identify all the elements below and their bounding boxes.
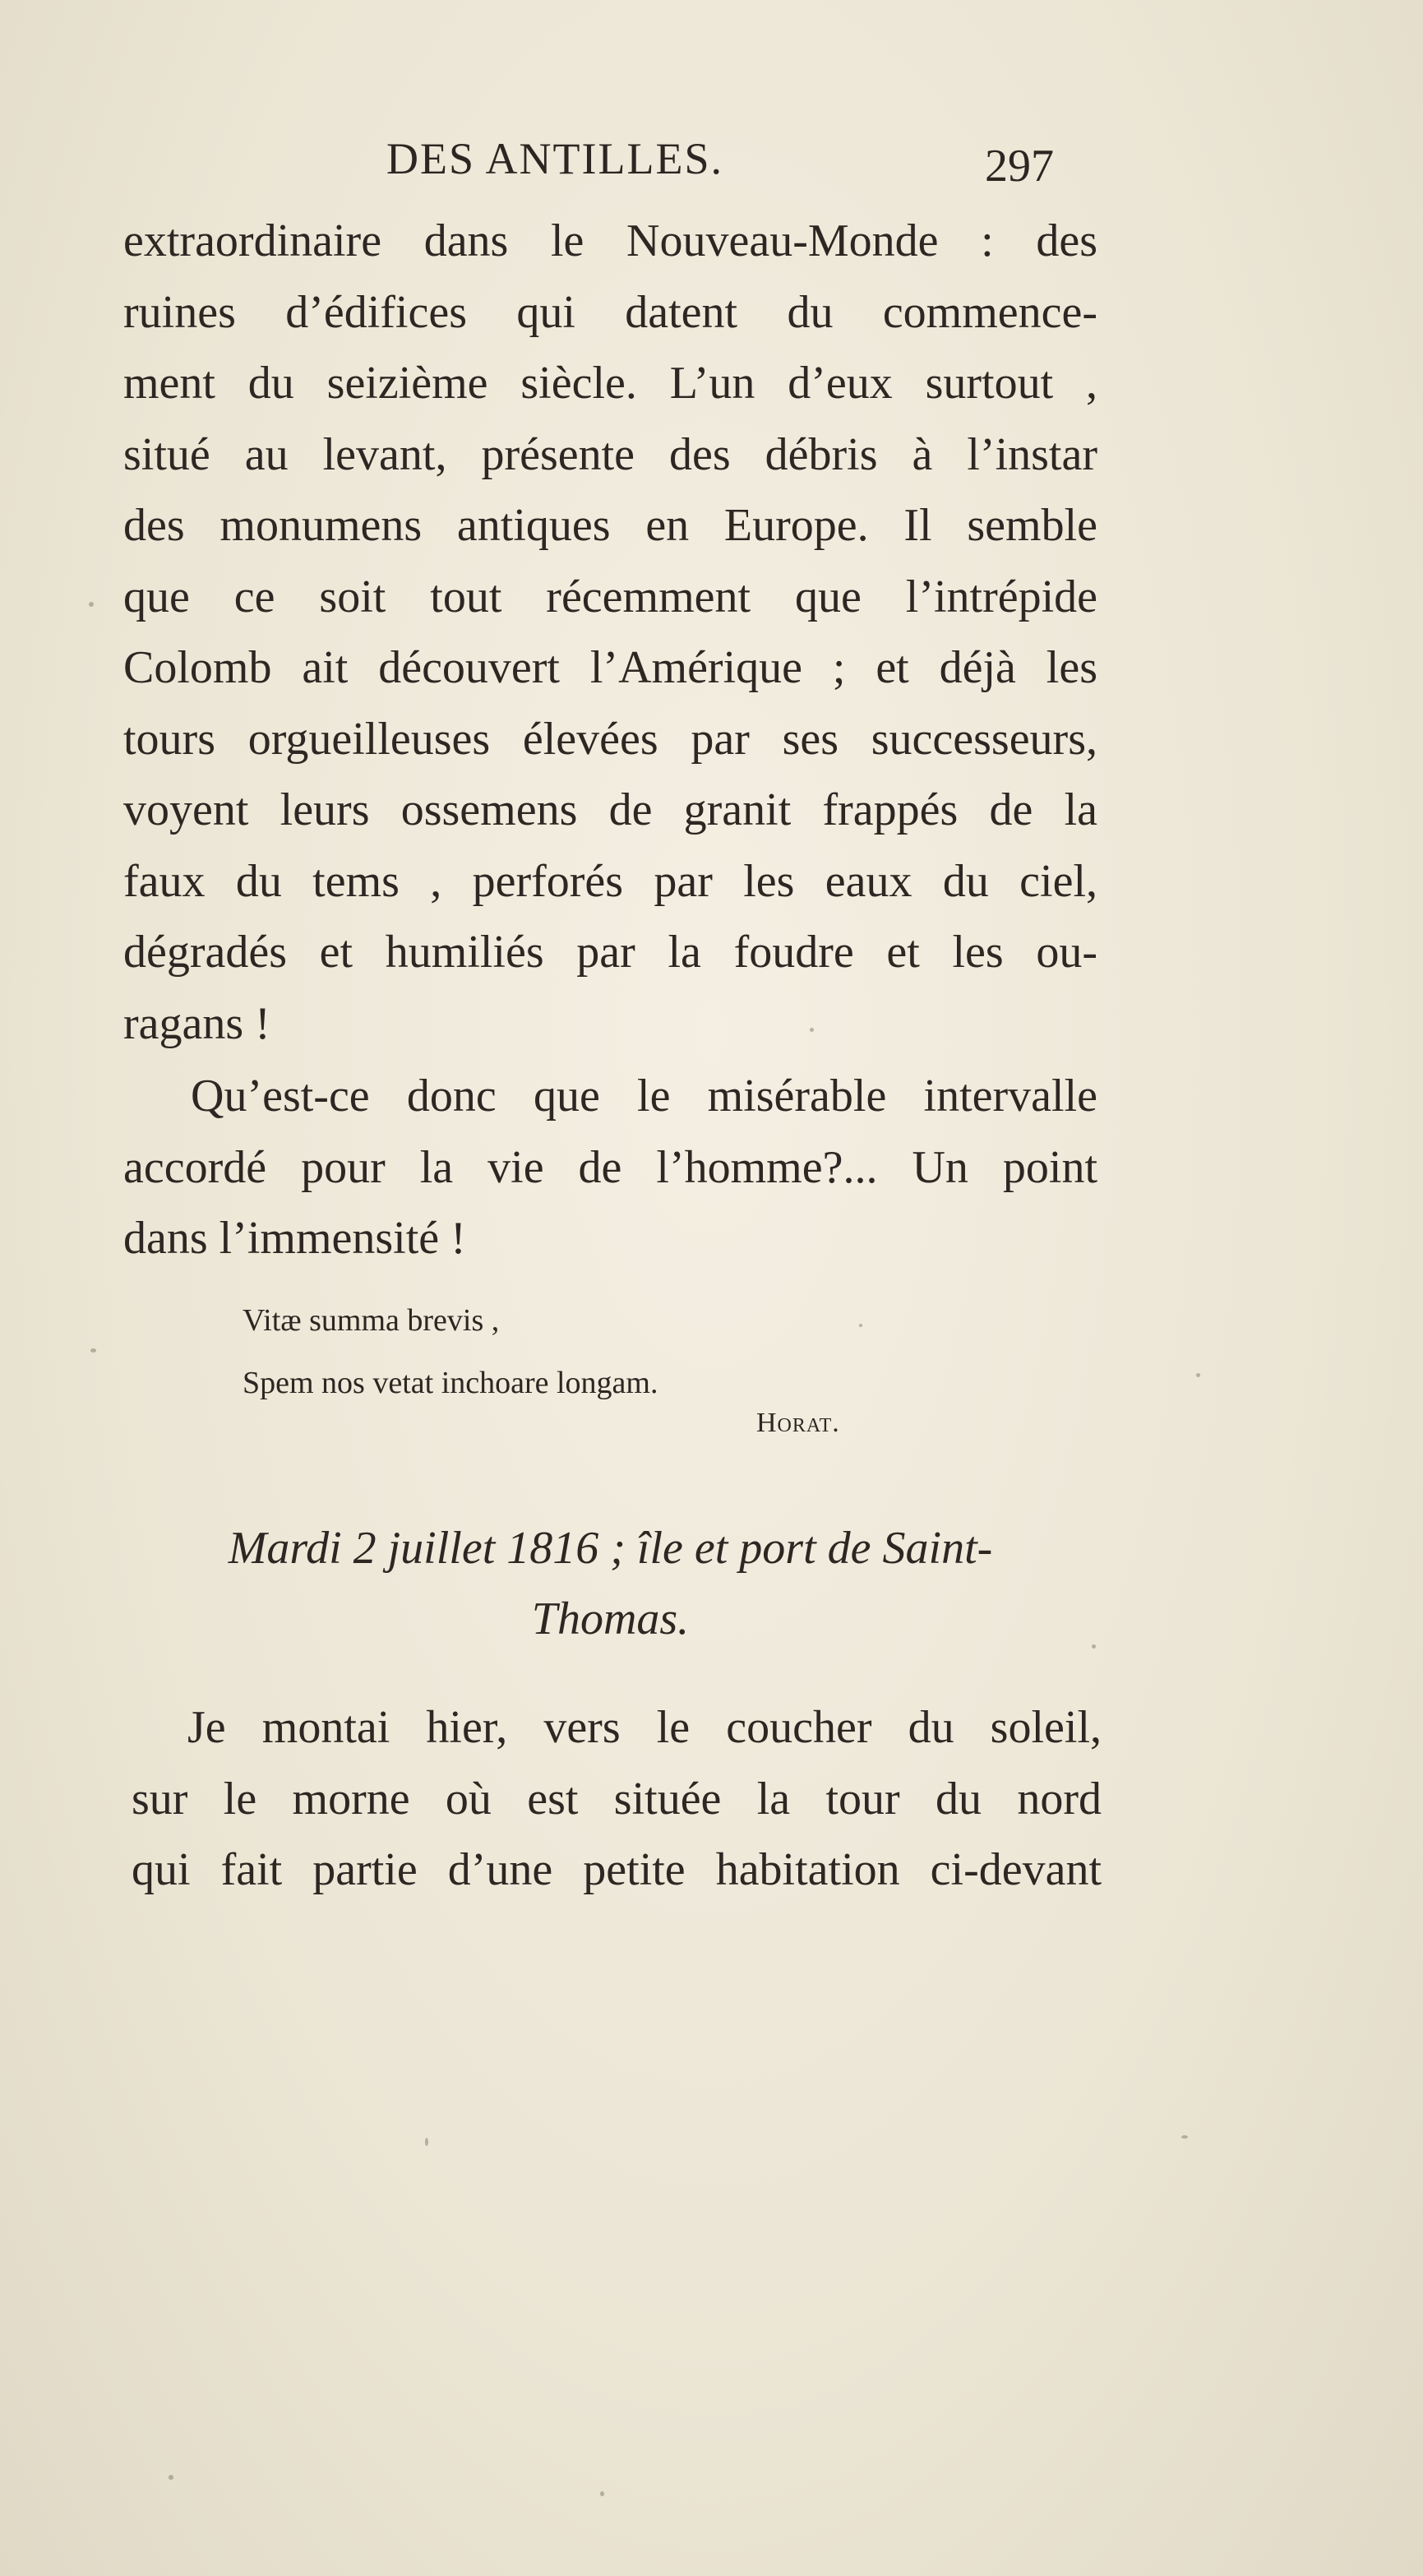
paper-speck: [425, 2138, 428, 2146]
text-line: sur le morne où est située la tour du nord: [132, 1773, 1102, 1824]
paper-speck: [600, 2491, 604, 2496]
text-line: situé au levant, présente des débris à l’instar: [123, 428, 1097, 480]
heading-line: Thomas.: [531, 1593, 690, 1644]
text-line: faux du tems , perforés par les eaux du ciel,: [123, 855, 1097, 907]
text-line: des monumens antiques en Europe. Il semble: [123, 500, 1097, 551]
text-line: ruines d’édifices qui datent du commence-: [123, 286, 1097, 338]
paragraph-3: [132, 1692, 1102, 1906]
text-line: accordé pour la vie de l’homme?... Un point: [123, 1141, 1097, 1193]
text-line: dégradés et humiliés par la foudre et les ou-: [123, 927, 1097, 978]
text-line: Qu’est-ce donc que le misérable intervalle: [191, 1071, 1097, 1122]
text-line: dans l’immensité !: [123, 1213, 466, 1264]
paper-speck: [1092, 1644, 1096, 1649]
text-line: qui fait partie d’une petite habitation ci-devant: [132, 1844, 1102, 1895]
running-header: DES ANTILLES.: [386, 134, 723, 183]
text-line: ment du seizième siècle. L’un d’eux surtout ,: [123, 358, 1097, 409]
entry-heading: [123, 1513, 1097, 1654]
latin-quotation: [243, 1289, 658, 1414]
text-line: que ce soit tout récemment que l’intrépide: [123, 571, 1097, 622]
text-line: Je montai hier, vers le coucher du soleil,: [187, 1702, 1102, 1753]
paper-speck: [89, 602, 94, 607]
quote-author: Horat.: [756, 1408, 840, 1438]
quote-line: Spem nos vetat inchoare longam.: [243, 1366, 658, 1400]
paragraph-2: [123, 1061, 1097, 1274]
paper-speck: [859, 1324, 862, 1327]
text-line: voyent leurs ossemens de granit frappés de la: [123, 784, 1097, 835]
paper-speck: [1196, 1373, 1200, 1377]
paper-speck: [169, 2475, 173, 2480]
quote-line: Vitæ summa brevis ,: [243, 1303, 500, 1338]
paper-speck: [810, 1028, 814, 1032]
paper-speck: [1181, 2135, 1188, 2139]
text-line: ragans !: [123, 997, 270, 1049]
paragraph-1: [123, 206, 1097, 1059]
heading-line: Mardi 2 juillet 1816 ; île et port de Saint-: [228, 1523, 993, 1574]
text-line: extraordinaire dans le Nouveau-Monde : des: [123, 215, 1097, 266]
paper-speck: [90, 1348, 96, 1353]
text-line: tours orgueilleuses élevées par ses successeurs,: [123, 713, 1097, 765]
text-line: Colomb ait découvert l’Amérique ; et déjà les: [123, 642, 1097, 693]
page-number: 297: [985, 141, 1054, 192]
